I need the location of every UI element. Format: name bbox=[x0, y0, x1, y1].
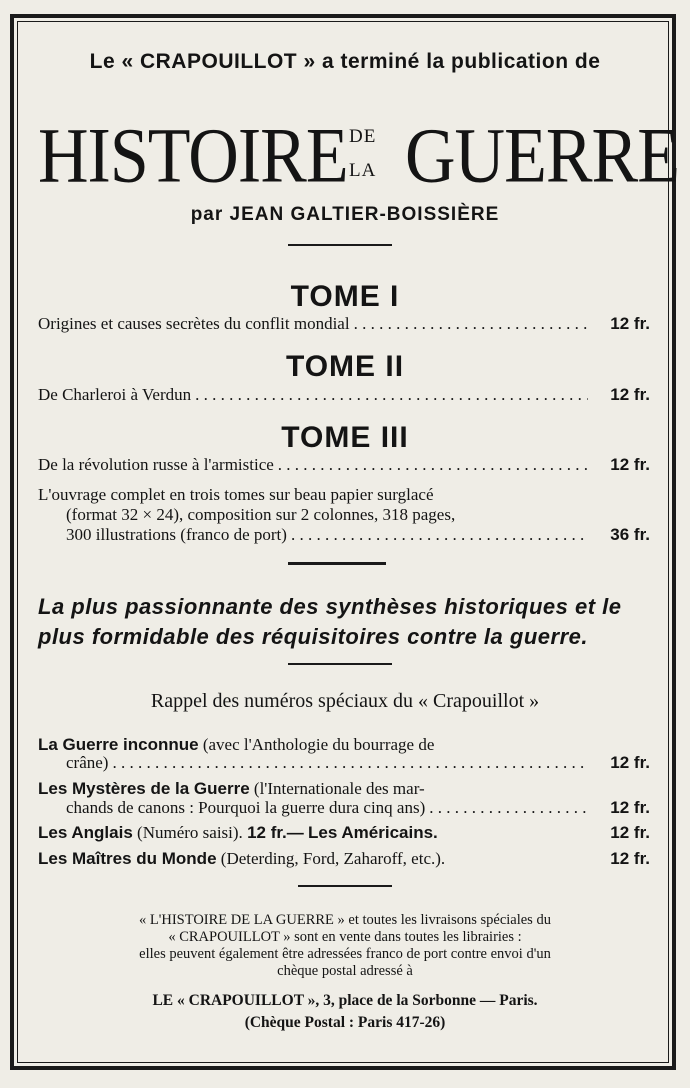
special-4-text: (Deterding, Ford, Zaharoff, etc.). bbox=[220, 849, 446, 868]
tome-1-heading: TOME I bbox=[290, 280, 400, 313]
divider bbox=[298, 885, 392, 887]
special-3-title-2: Les Américains. bbox=[308, 823, 438, 842]
special-2-cont: chands de canons : Pourquoi la guerre dura cinq ans) bbox=[66, 798, 426, 817]
special-3-title: Les Anglais bbox=[38, 823, 133, 842]
tome-1-row bbox=[38, 314, 650, 334]
title-de: DE bbox=[349, 126, 377, 147]
tome-1-price: 12 fr. bbox=[610, 314, 650, 333]
leader-dots bbox=[195, 385, 588, 405]
tome-2-price: 12 fr. bbox=[610, 385, 650, 404]
complete-line-3: 300 illustrations (franco de port) bbox=[66, 525, 287, 544]
rappel-heading: Rappel des numéros spéciaux du « Crapouillot » bbox=[150, 690, 540, 712]
special-1-text: (avec l'Anthologie du bourrage de bbox=[202, 735, 435, 754]
tome-3-heading: TOME III bbox=[281, 421, 409, 454]
tome-3-description: De la révolution russe à l'armistice bbox=[38, 455, 274, 474]
tome-2-row bbox=[38, 385, 650, 405]
special-1-row bbox=[66, 753, 650, 773]
leader-dots bbox=[429, 798, 588, 818]
special-1-cont: crâne) bbox=[66, 753, 109, 772]
special-4-line bbox=[38, 849, 445, 869]
divider bbox=[288, 562, 386, 565]
leader-dots bbox=[354, 314, 588, 334]
special-3-text: (Numéro saisi). bbox=[137, 823, 243, 842]
divider bbox=[288, 663, 392, 665]
complete-line-1: L'ouvrage complet en trois tomes sur beau papier surglacé bbox=[38, 485, 434, 504]
tome-2-description: De Charleroi à Verdun bbox=[38, 385, 192, 404]
special-4-title: Les Maîtres du Monde bbox=[38, 849, 217, 868]
intro-line: Le « CRAPOUILLOT » a terminé la publication de bbox=[89, 50, 601, 73]
special-1-price: 12 fr. bbox=[610, 753, 650, 772]
special-4-price: 12 fr. bbox=[610, 849, 650, 868]
special-3-row bbox=[38, 823, 650, 843]
title-histoire: HISTOIRE bbox=[38, 113, 348, 200]
title-guerre: GUERRE bbox=[405, 113, 679, 200]
complete-price: 36 fr. bbox=[610, 525, 650, 544]
special-3-price: 12 fr. bbox=[610, 823, 650, 842]
title-la: LA bbox=[349, 160, 377, 181]
leader-dots bbox=[291, 525, 588, 545]
divider bbox=[288, 244, 392, 246]
special-1-line bbox=[38, 735, 434, 755]
tome-1-description: Origines et causes secrètes du conflit mondial bbox=[38, 314, 350, 333]
tome-3-price: 12 fr. bbox=[610, 455, 650, 474]
special-3-price-mid: 12 fr.— bbox=[247, 823, 304, 842]
cheque-postal: (Chèque Postal : Paris 417-26) bbox=[244, 1014, 446, 1031]
complete-row bbox=[66, 525, 650, 545]
leader-dots bbox=[112, 753, 588, 773]
tome-3-row bbox=[38, 455, 650, 475]
slogan-line-2: plus formidable des réquisitoires contre la guerre. bbox=[38, 624, 588, 649]
tome-2-heading: TOME II bbox=[285, 350, 405, 383]
footer-line-2: « CRAPOUILLOT » sont en vente dans toutes les librairies : bbox=[168, 929, 522, 945]
special-3-line bbox=[38, 823, 438, 843]
special-4-row bbox=[38, 849, 650, 869]
special-1-title: La Guerre inconnue bbox=[38, 735, 199, 754]
footer-line-3: elles peuvent également être adressées franco de port contre envoi d'un bbox=[139, 946, 551, 962]
special-2-price: 12 fr. bbox=[610, 798, 650, 817]
special-2-line bbox=[38, 779, 425, 799]
footer-line-4: chèque postal adressé à bbox=[277, 963, 413, 979]
footer-line-1: « L'HISTOIRE DE LA GUERRE » et toutes les livraisons spéciales du bbox=[139, 912, 551, 928]
complete-line-2: (format 32 × 24), composition sur 2 colonnes, 318 pages, bbox=[66, 505, 456, 524]
special-2-row bbox=[66, 798, 650, 818]
slogan-line-1: La plus passionnante des synthèses historiques et le bbox=[38, 594, 622, 619]
leader-dots bbox=[278, 455, 588, 475]
publisher-address: LE « CRAPOUILLOT », 3, place de la Sorbonne — Paris. bbox=[152, 992, 538, 1009]
special-2-text: (l'Internationale des mar- bbox=[253, 779, 425, 798]
author-byline: par JEAN GALTIER-BOISSIÈRE bbox=[190, 204, 500, 225]
special-2-title: Les Mystères de la Guerre bbox=[38, 779, 250, 798]
